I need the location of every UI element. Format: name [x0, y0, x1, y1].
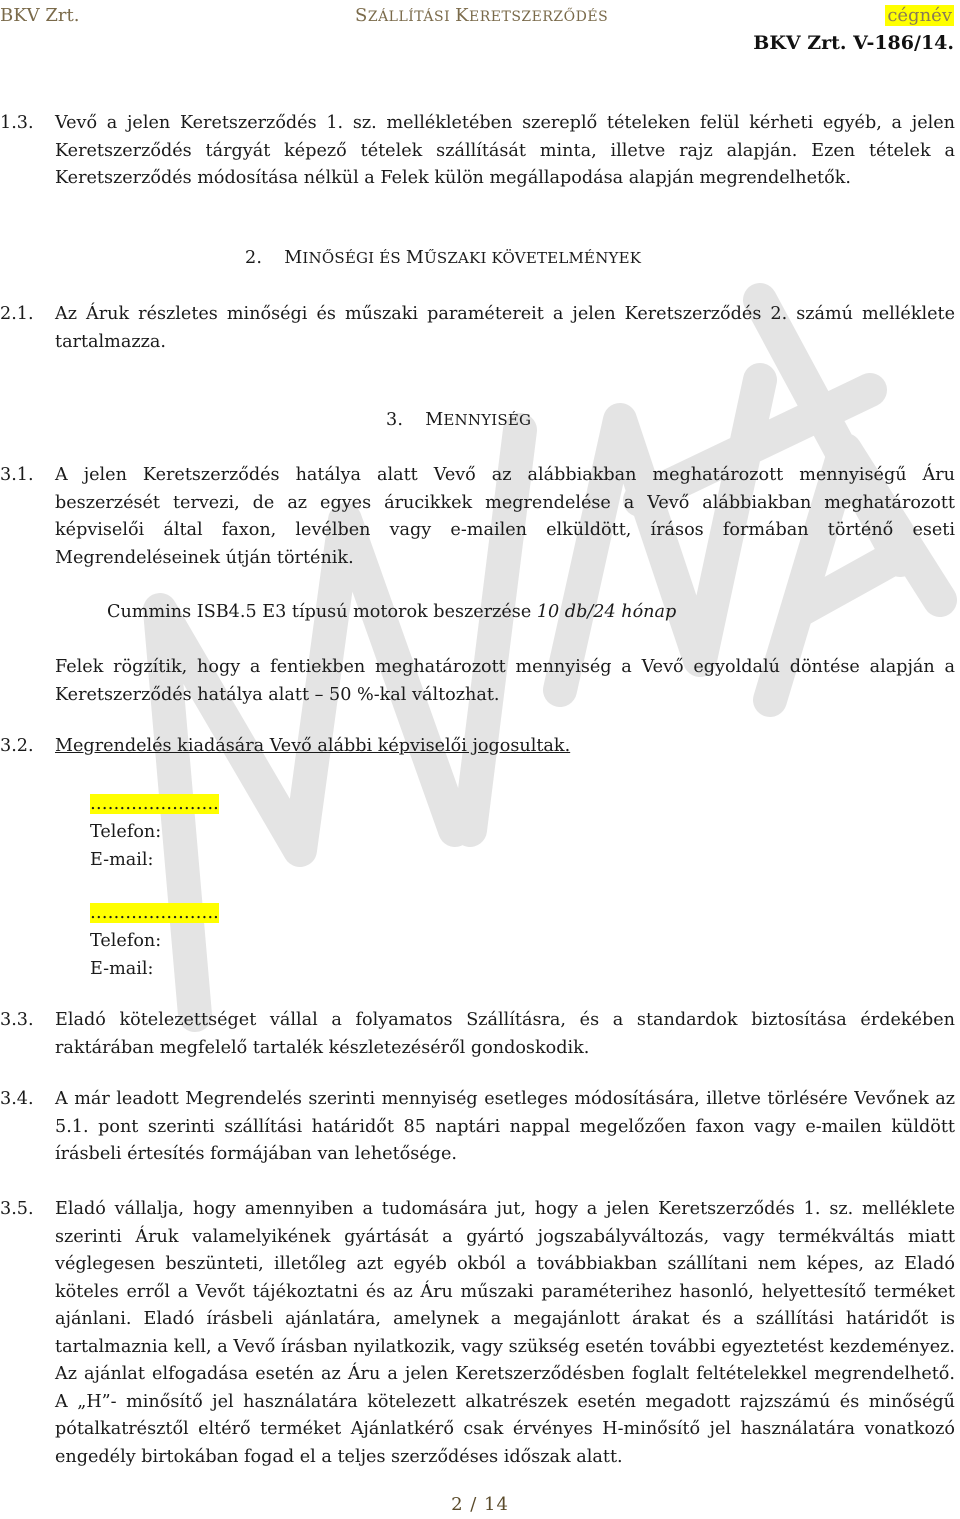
section-2-1 [0, 301, 955, 356]
contact-block-2 [90, 899, 219, 983]
section-number: 3.4. [0, 1089, 34, 1109]
section-3-1 [0, 462, 955, 572]
header-reference-number: BKV Zrt. V-186/14. [753, 32, 954, 54]
section-number: 3.3. [0, 1010, 34, 1030]
section-number: 2.1. [0, 304, 34, 324]
section-text: Megrendelés kiadására Vevő alábbi képviselői jogosultak. [55, 736, 571, 756]
section-3-3 [0, 1007, 955, 1062]
section-text: Vevő a jelen Keretszerződés 1. sz. mellékletében szereplő tételeken felül kérheti egyéb, a jelen Keretszerződés tárgyát képező tételek szállítását minta, illetve rajz alapján. Ezen tételek a Keretszerződés módosítása nélkül a Felek külön megállapodása alapján megrendelhetők. [55, 113, 955, 188]
section-text: Az Áruk részletes minőségi és műszaki paramétereit a jelen Keretszerződés 2. számú melléklete tartalmazza. [55, 304, 955, 352]
header-title: SZÁLLÍTÁSI KERETSZERZŐDÉS [355, 5, 609, 26]
contact-phone-label: Telefon: [90, 931, 162, 951]
contact-phone-label: Telefon: [90, 822, 162, 842]
contact-name-placeholder: …………………. [90, 794, 219, 814]
contact-email-label: E-mail: [90, 850, 154, 870]
header-cegnev-highlight: cégnév [887, 5, 952, 26]
section-1-3 [0, 110, 955, 193]
section-number: 3.5. [0, 1199, 34, 1219]
section-text: A már leadott Megrendelés szerinti mennyiség esetleges módosítására, illetve törlésére Vevőnek az 5.1. pont szerinti szállítási határidőt 85 naptári nappal megelőzően faxon vagy e-mailen küldött írásbeli értesítés formájában van lehetősége. [55, 1089, 955, 1164]
section-3-5 [0, 1196, 955, 1471]
header-company: BKV Zrt. [0, 5, 80, 26]
cummins-quantity: 10 db/24 hónap [536, 602, 677, 622]
section-3-2 [0, 733, 955, 761]
cummins-line: Cummins ISB4.5 E3 típusú motorok beszerzése 10 db/24 hónap [107, 602, 677, 622]
contact-block-1 [90, 790, 219, 874]
section-3-4 [0, 1086, 955, 1169]
section-number: 3.2. [0, 736, 34, 756]
contact-name-placeholder: …………………. [90, 903, 219, 923]
page-number: 2 / 14 [451, 1494, 509, 1515]
section-number: 3.1. [0, 465, 34, 485]
section-text: Eladó kötelezettséget vállal a folyamatos Szállításra, és a standardok biztosítása érdekében raktárában megfelelő tartalék készletezéséről gondoskodik. [55, 1010, 955, 1058]
section-text: A jelen Keretszerződés hatálya alatt Vevő az alábbiakban meghatározott mennyiségű Áru beszerzését tervezi, de az egyes árucikkek megrendelése a Vevő alábbiakban meghatározott képviselői által faxon, levélben vagy e-mailen elküldött, írásos formában történő eseti Megrendeléseinek útján történik. [55, 465, 955, 568]
section-number: 1.3. [0, 113, 34, 133]
heading-3-quantity: 3. MENNYISÉG [386, 410, 532, 430]
felek-paragraph: Felek rögzítik, hogy a fentiekben meghatározott mennyiség a Vevő egyoldalú döntése alapján a Keretszerződés hatálya alatt – 50 %-kal változhat. [55, 657, 955, 705]
heading-2-quality: 2. MINŐSÉGI ÉS MŰSZAKI KÖVETELMÉNYEK [245, 248, 642, 268]
contact-email-label: E-mail: [90, 959, 154, 979]
section-text: Eladó vállalja, hogy amennyiben a tudomására jut, hogy a jelen Keretszerződés 1. sz. melléklete szerinti Áruk valamelyikének gyártását a gyártó jogszabályváltozás, vagy termékváltás miatt véglegesen beszünteti, illetőleg azt egyéb okból a továbbiakban szállítani nem képes, az Eladó köteles erről a Vevőt tájékoztatni és az Áru műszaki paraméterihez hasonló, helyettesítő terméket ajánlani. Eladó írásbeli ajánlatára, amelynek a megajánlott árakat és a szállítási határidőt is tartalmaznia kell, a Vevő írásban nyilatkozik, vagy szükség esetén további egyeztetést kezdeményez. Az ajánlat elfogadása esetén az Áru a jelen Keretszerződésben foglalt feltételekkel megrendelhető. A „H”- minősítő jel használatára kötelezett alkatrészek esetén megadott rajzszámú és minőségű pótalkatrésztől eltérő terméket Ajánlatkérő csak érvényes H-minősítő jel használatára vonatkozó engedély birtokában fogad el a teljes szerződéses időszak alatt. [55, 1199, 955, 1467]
